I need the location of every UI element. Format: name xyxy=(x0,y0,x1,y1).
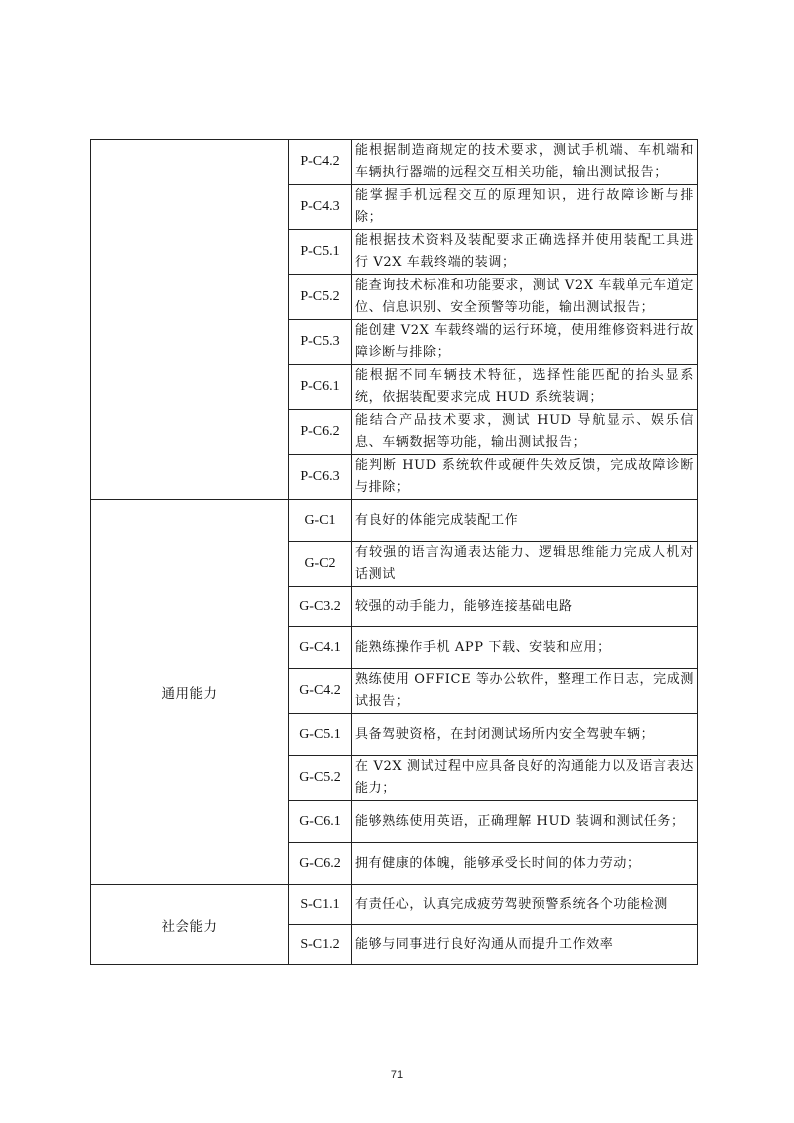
description-cell: 有较强的语言沟通表达能力、逻辑思维能力完成人机对话测试 xyxy=(352,542,698,587)
table-row xyxy=(91,140,698,185)
description-cell: 能根据技术资料及装配要求正确选择并使用装配工具进行 V2X 车载终端的装调； xyxy=(352,230,698,275)
description-cell: 在 V2X 测试过程中应具备良好的沟通能力以及语言表达能力； xyxy=(352,756,698,801)
description-cell: 能掌握手机远程交互的原理知识，进行故障诊断与排除； xyxy=(352,185,698,230)
code-cell: P-C4.2 xyxy=(289,140,352,185)
code-cell: G-C4.2 xyxy=(289,669,352,714)
code-cell: P-C6.1 xyxy=(289,365,352,410)
code-cell: G-C2 xyxy=(289,542,352,587)
code-cell: G-C4.1 xyxy=(289,627,352,669)
description-cell: 能根据不同车辆技术特征，选择性能匹配的抬头显系统，依据装配要求完成 HUD 系统装调； xyxy=(352,365,698,410)
code-cell: S-C1.2 xyxy=(289,925,352,965)
code-cell: G-C6.2 xyxy=(289,843,352,885)
code-cell: S-C1.1 xyxy=(289,885,352,925)
code-cell: P-C5.1 xyxy=(289,230,352,275)
category-cell: 通用能力 xyxy=(91,500,289,885)
code-cell: G-C5.2 xyxy=(289,756,352,801)
description-cell: 能够熟练使用英语，正确理解 HUD 装调和测试任务； xyxy=(352,801,698,843)
description-cell: 能结合产品技术要求，测试 HUD 导航显示、娱乐信息、车辆数据等功能，输出测试报告； xyxy=(352,410,698,455)
description-cell: 熟练使用 OFFICE 等办公软件，整理工作日志，完成测试报告； xyxy=(352,669,698,714)
code-cell: P-C5.3 xyxy=(289,320,352,365)
description-cell: 拥有健康的体魄，能够承受长时间的体力劳动； xyxy=(352,843,698,885)
code-cell: G-C1 xyxy=(289,500,352,542)
table-row xyxy=(91,885,698,925)
code-cell: G-C5.1 xyxy=(289,714,352,756)
description-cell: 能判断 HUD 系统软件或硬件失效反馈，完成故障诊断与排除； xyxy=(352,455,698,500)
page-number: 71 xyxy=(390,1069,404,1081)
description-cell: 能熟练操作手机 APP 下载、安装和应用； xyxy=(352,627,698,669)
competency-table-body xyxy=(91,140,698,965)
category-cell xyxy=(91,140,289,500)
table-row xyxy=(91,500,698,542)
description-cell: 有责任心，认真完成疲劳驾驶预警系统各个功能检测 xyxy=(352,885,698,925)
code-cell: G-C6.1 xyxy=(289,801,352,843)
competency-table xyxy=(90,139,698,965)
code-cell: P-C4.3 xyxy=(289,185,352,230)
description-cell: 较强的动手能力，能够连接基础电路 xyxy=(352,587,698,627)
code-cell: G-C3.2 xyxy=(289,587,352,627)
code-cell: P-C6.2 xyxy=(289,410,352,455)
category-cell: 社会能力 xyxy=(91,885,289,965)
code-cell: P-C5.2 xyxy=(289,275,352,320)
description-cell: 能根据制造商规定的技术要求，测试手机端、车机端和车辆执行器端的远程交互相关功能，输出测试报告； xyxy=(352,140,698,185)
description-cell: 有良好的体能完成装配工作 xyxy=(352,500,698,542)
description-cell: 能够与同事进行良好沟通从而提升工作效率 xyxy=(352,925,698,965)
description-cell: 能查询技术标准和功能要求，测试 V2X 车载单元车道定位、信息识别、安全预警等功能，输出测试报告； xyxy=(352,275,698,320)
description-cell: 能创建 V2X 车载终端的运行环境，使用维修资料进行故障诊断与排除； xyxy=(352,320,698,365)
description-cell: 具备驾驶资格，在封闭测试场所内安全驾驶车辆； xyxy=(352,714,698,756)
code-cell: P-C6.3 xyxy=(289,455,352,500)
